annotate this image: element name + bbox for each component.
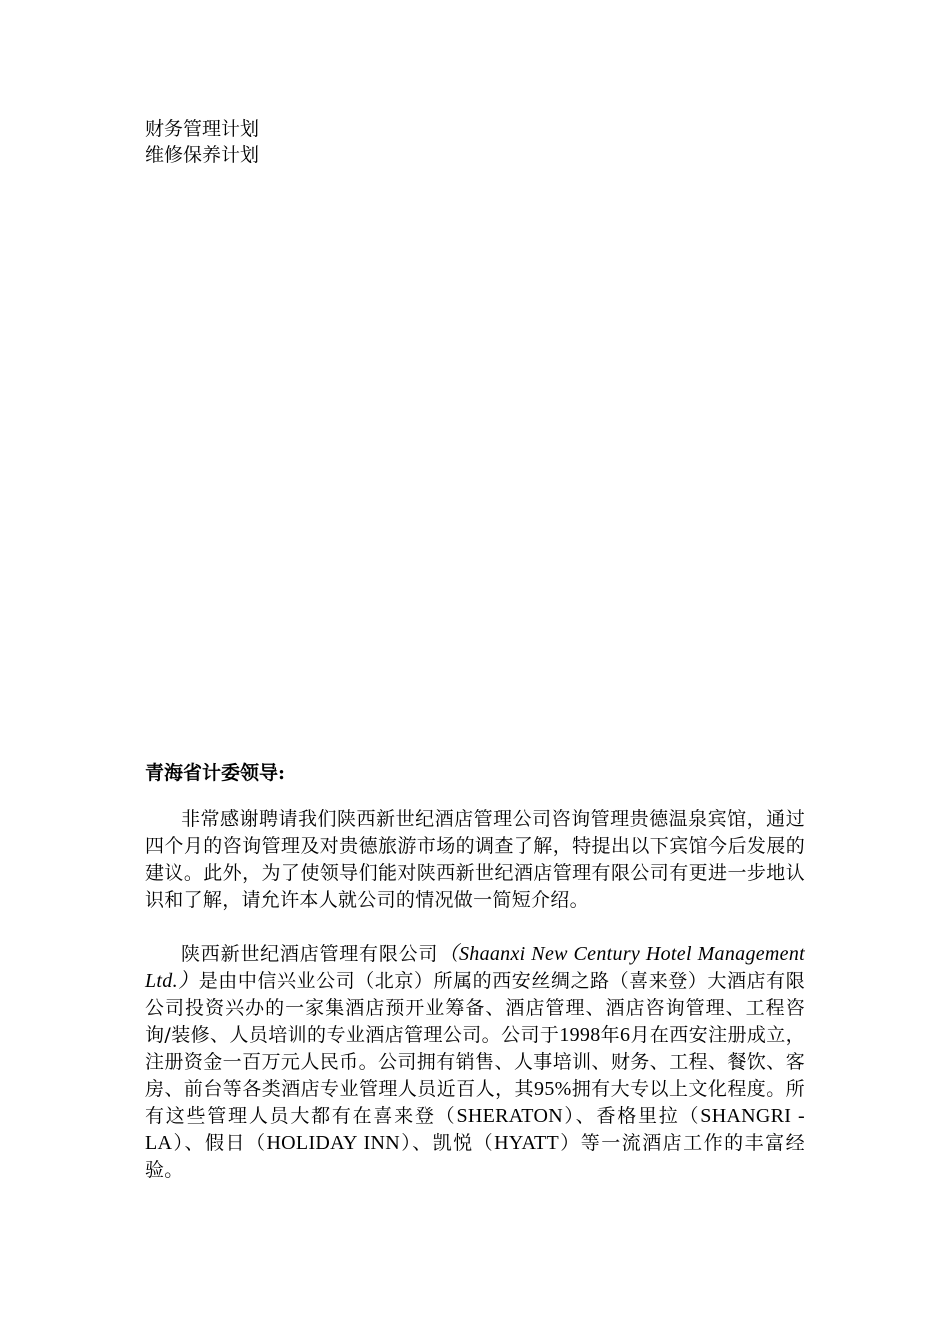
intro-text-6: ）、假日（ [172, 1132, 267, 1154]
brand-shangrila: SHANGRI - LA [145, 1105, 805, 1154]
founding-month: 6 [620, 1024, 631, 1046]
contents-item-finance: 财务管理计划 [145, 118, 260, 140]
founding-year: 1998 [559, 1024, 601, 1046]
intro-text-8: ）等一流酒店工作的丰富经验。 [145, 1132, 805, 1181]
education-percent: 95% [534, 1078, 572, 1100]
brand-holiday-inn: HOLIDAY INN [266, 1132, 400, 1154]
paragraph-company-intro [145, 941, 805, 1184]
company-english-name: （Shaanxi New Century Hotel Management Ltd.） [145, 943, 805, 992]
paragraph-thanks: 非常感谢聘请我们陕西新世纪酒店管理公司咨询管理贵德温泉宾馆，通过四个月的咨询管理及对贵德旅游市场的调查了解，特提出以下宾馆今后发展的建议。此外，为了使领导们能对陕西新世纪酒店管理有限公司有更进一步地认识和了解，请允许本人就公司的情况做一简短介绍。 [145, 808, 805, 911]
letter-body [145, 760, 805, 1184]
intro-text-7: ）、凯悦（ [400, 1132, 495, 1154]
contents-list [145, 116, 259, 168]
salutation: 青海省计委领导: [145, 762, 286, 784]
intro-text-4: 拥有大专以上文化程度。所有这些管理人员大都有在喜来登（ [145, 1078, 805, 1127]
brand-hyatt: HYATT [494, 1132, 560, 1154]
brand-sheraton: SHERATON [456, 1105, 563, 1127]
intro-text-2: 年 [600, 1024, 621, 1046]
contents-item-maintenance: 维修保养计划 [145, 144, 260, 166]
intro-text-1: 是由中信兴业公司（北京）所属的西安丝绸之路（喜来登）大酒店有限公司投资兴办的一家集酒店预开业筹备、酒店管理、酒店咨询管理、工程咨询/装修、人员培训的专业酒店管理公司。公司于 [145, 970, 805, 1046]
intro-text-3: 月在西安注册成立，注册资金一百万元人民币。公司拥有销售、人事培训、财务、工程、餐饮、客房、前台等各类酒店专业管理人员近百人，其 [145, 1024, 805, 1100]
company-name: 陕西新世纪酒店管理有限公司 [181, 943, 439, 965]
intro-text-5: ）、香格里拉（ [562, 1105, 701, 1127]
